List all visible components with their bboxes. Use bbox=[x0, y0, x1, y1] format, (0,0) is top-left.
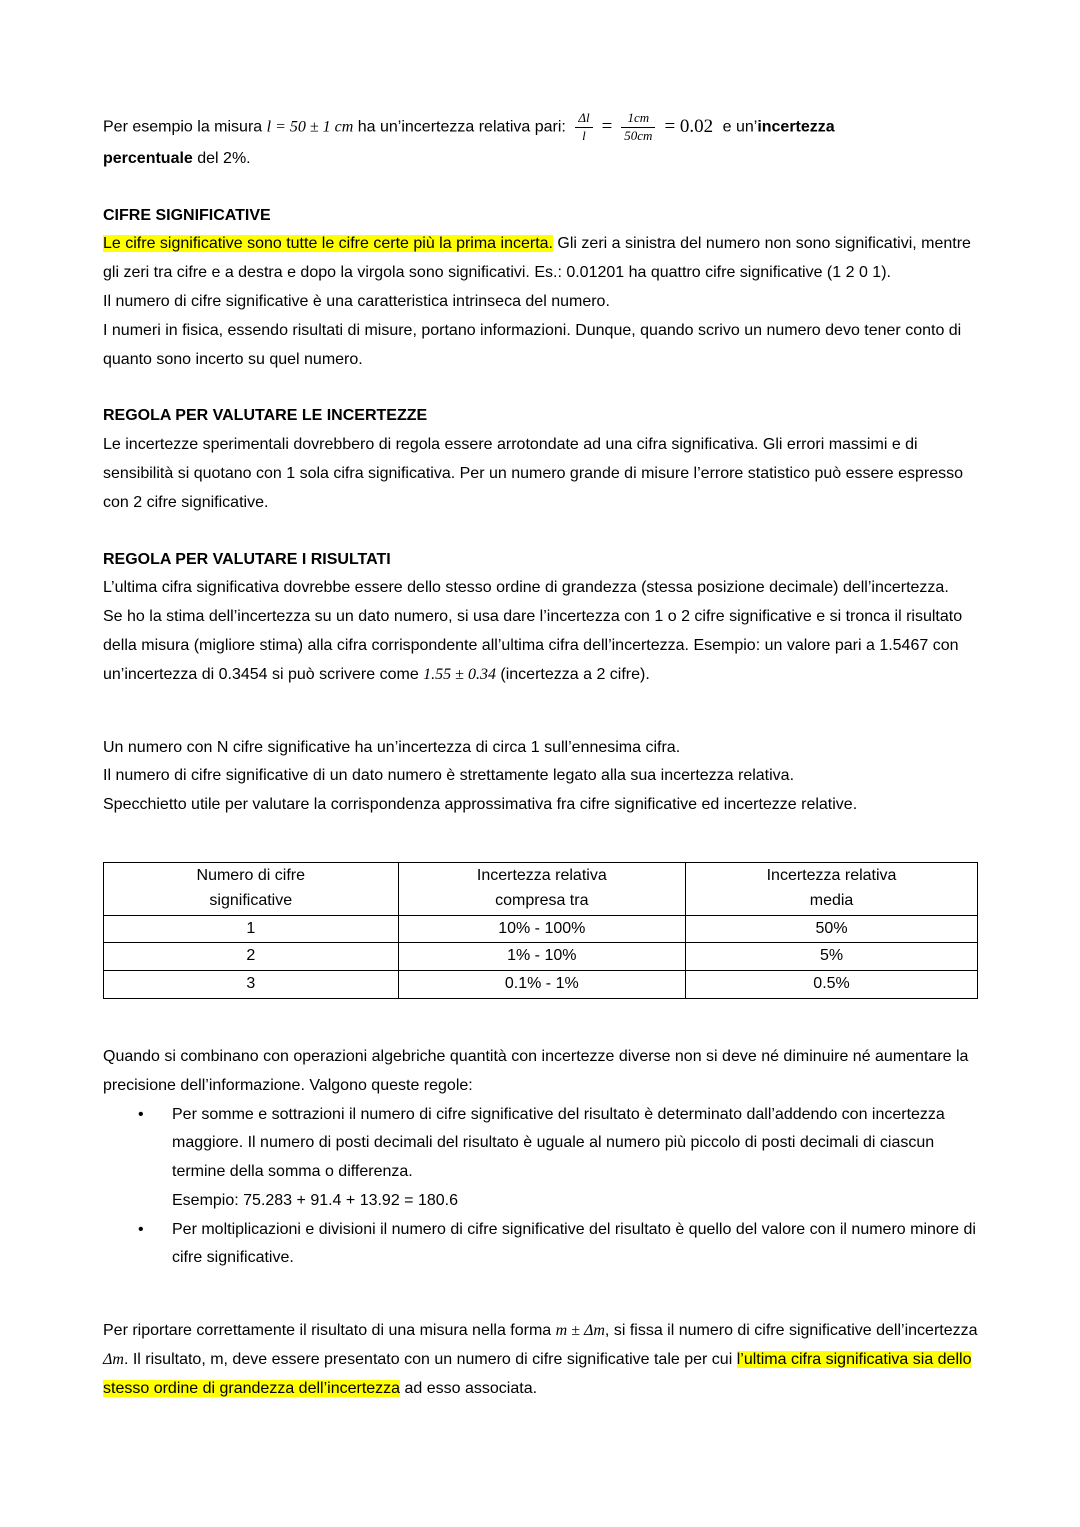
paragraph-text: Se ho la stima dell’incertezza su un dato numero, si usa dare l’incertezza con 1 o 2 cifre significative e si tronca il risultato della misura (migliore stima) alla cifra corrispondente all’ultima cifra dell’incertezza. Esempio: un valore pari a 1.5467 con un’incertezza di 0.3454 si può scrivere come bbox=[103, 608, 963, 683]
section-regole-combinazione bbox=[103, 1043, 978, 1273]
final-text-1: Per riportare correttamente il risultato di una misura nella forma bbox=[103, 1322, 556, 1340]
paragraph-risultati-1: L’ultima cifra significativa dovrebbe essere dello stesso ordine di grandezza (stessa posizione decimale) dell’incertezza. bbox=[103, 579, 949, 597]
table-cell: 3 bbox=[104, 971, 399, 999]
paragraph-risultati-2 bbox=[103, 603, 978, 689]
header-line: media bbox=[809, 891, 854, 909]
table-cell: 1 bbox=[104, 915, 399, 943]
final-text-3: . Il risultato, m, deve essere presentato con un numero di cifre significative tale per cui bbox=[123, 1351, 737, 1369]
section-heading-risultati: REGOLA PER VALUTARE I RISULTATI bbox=[103, 550, 391, 568]
section-n-cifre bbox=[103, 734, 978, 820]
intro-text-2: ha un’incertezza relativa pari: bbox=[353, 118, 571, 136]
intro-paragraph bbox=[103, 110, 978, 174]
list-item-moltiplicazioni bbox=[103, 1216, 978, 1274]
list-item-somme bbox=[103, 1101, 978, 1216]
fraction-1cm-over-50cm bbox=[621, 110, 655, 145]
equals-sign: = bbox=[601, 116, 613, 138]
header-line: Incertezza relativa bbox=[766, 866, 897, 884]
table-cell: 10% - 100% bbox=[398, 915, 686, 943]
measurement-expression: l = 50 ± 1 cm bbox=[266, 118, 354, 136]
final-text-4: ad esso associata. bbox=[400, 1379, 538, 1397]
section-cifre-significative bbox=[103, 202, 978, 375]
example-result-expression: 1.55 ± 0.34 bbox=[423, 665, 496, 683]
rule-text: Per somme e sottrazioni il numero di cifre significative del risultato è determinato dall’addendo con incertezza maggiore. Il numero di posti decimali del risultato è uguale al numero più piccolo di posti decimali di ciascun termine della somma o differenza. bbox=[172, 1105, 945, 1181]
paragraph-regole-intro: Quando si combinano con operazioni algebriche quantità con incertezze diverse non si deve né diminuire né aumentare la precisione dell’informazione. Valgono queste regole: bbox=[103, 1047, 969, 1094]
section-heading-incertezze: REGOLA PER VALUTARE LE INCERTEZZE bbox=[103, 407, 428, 425]
intro-text-3: e un’ bbox=[718, 118, 758, 136]
measure-form-expression: m ± Δm bbox=[555, 1322, 605, 1340]
header-line: compresa tra bbox=[495, 891, 589, 909]
relative-uncertainty-formula bbox=[575, 110, 713, 145]
header-line: significative bbox=[209, 891, 293, 909]
column-header-media bbox=[686, 862, 978, 915]
paragraph-text: (incertezza a 2 cifre). bbox=[495, 665, 650, 683]
rule-example: Esempio: 75.283 + 91.4 + 13.92 = 180.6 bbox=[172, 1191, 458, 1209]
section-regola-incertezze bbox=[103, 402, 978, 517]
highlighted-rule: l’ultima cifra significativa sia dello stesso ordine di grandezza dell’incertezza bbox=[103, 1351, 972, 1397]
table-row bbox=[104, 915, 978, 943]
paragraph-ncifre-3: Specchietto utile per valutare la corrispondenza approssimativa fra cifre significative ed incertezze relative. bbox=[103, 796, 858, 814]
table-cell: 2 bbox=[104, 943, 399, 971]
paragraph-cifre-3: I numeri in fisica, essendo risultati di misure, portano informazioni. Dunque, quando scrivo un numero devo tener conto di quanto sono incerto su quel numero. bbox=[103, 321, 962, 368]
rules-bullet-list bbox=[103, 1101, 978, 1274]
paragraph-ncifre-1: Un numero con N cifre significative ha un’incertezza di circa 1 sull’ennesima cifra. bbox=[103, 738, 681, 756]
paragraph-ncifre-2: Il numero di cifre significative di un dato numero è strettamente legato alla sua incertezza relativa. bbox=[103, 767, 795, 785]
table-header-row bbox=[104, 862, 978, 915]
fraction-denominator: 50cm bbox=[624, 127, 653, 143]
header-line: Incertezza relativa bbox=[476, 866, 607, 884]
fraction-numerator: Δl bbox=[575, 110, 592, 128]
bullet-icon: • bbox=[138, 1220, 144, 1238]
bullet-icon: • bbox=[138, 1105, 144, 1123]
bold-incertezza: incertezza bbox=[757, 118, 835, 136]
fraction-numerator: 1cm bbox=[621, 110, 655, 128]
list-item-text: Per moltiplicazioni e divisioni il numero di cifre significative del risultato è quello del valore con il numero minore di cifre significative. bbox=[172, 1220, 976, 1267]
final-paragraph bbox=[103, 1317, 978, 1403]
bold-percentuale: percentuale bbox=[103, 149, 193, 167]
paragraph-text: Gli zeri a sinistra del numero non sono significativi, mentre gli zeri tra cifre e a destra e dopo la virgola sono significativi. Es.: 0.01201 ha quattro cifre significative (1 2 0 1). bbox=[103, 235, 971, 282]
paragraph-incertezze: Le incertezze sperimentali dovrebbero di regola essere arrotondate ad una cifra significativa. Gli errori massimi e di sensibilità si quotano con 1 sola cifra significativa. Per un numero grande di misure l’errore statistico può essere espresso con 2 cifre significative. bbox=[103, 436, 963, 511]
list-item-text bbox=[172, 1101, 978, 1216]
intro-text-1: Per esempio la misura bbox=[103, 118, 267, 136]
table-cell: 0.5% bbox=[686, 971, 978, 999]
intro-text-4: del 2%. bbox=[192, 149, 251, 167]
column-header-cifre bbox=[104, 862, 399, 915]
section-heading-cifre: CIFRE SIGNIFICATIVE bbox=[103, 206, 271, 224]
final-text-2: , si fissa il numero di cifre significative dell’incertezza bbox=[604, 1322, 978, 1340]
paragraph-cifre-1 bbox=[103, 230, 978, 288]
table-cell: 1% - 10% bbox=[398, 943, 686, 971]
formula-result: = 0.02 bbox=[664, 116, 714, 138]
highlighted-definition: Le cifre significative sono tutte le cifre certe più la prima incerta. bbox=[103, 235, 553, 253]
table-cell: 0.1% - 1% bbox=[398, 971, 686, 999]
table-row bbox=[104, 943, 978, 971]
section-regola-risultati bbox=[103, 546, 978, 690]
table-cell: 50% bbox=[686, 915, 978, 943]
column-header-compresa bbox=[398, 862, 686, 915]
delta-m-expression: Δm bbox=[103, 1351, 124, 1369]
table-cell: 5% bbox=[686, 943, 978, 971]
table-row bbox=[104, 971, 978, 999]
header-line: Numero di cifre bbox=[196, 866, 305, 884]
fraction-delta-l-over-l bbox=[575, 110, 592, 145]
paragraph-cifre-2: Il numero di cifre significative è una caratteristica intrinseca del numero. bbox=[103, 292, 610, 310]
fraction-denominator: l bbox=[582, 127, 586, 143]
significant-figures-table bbox=[103, 862, 978, 999]
